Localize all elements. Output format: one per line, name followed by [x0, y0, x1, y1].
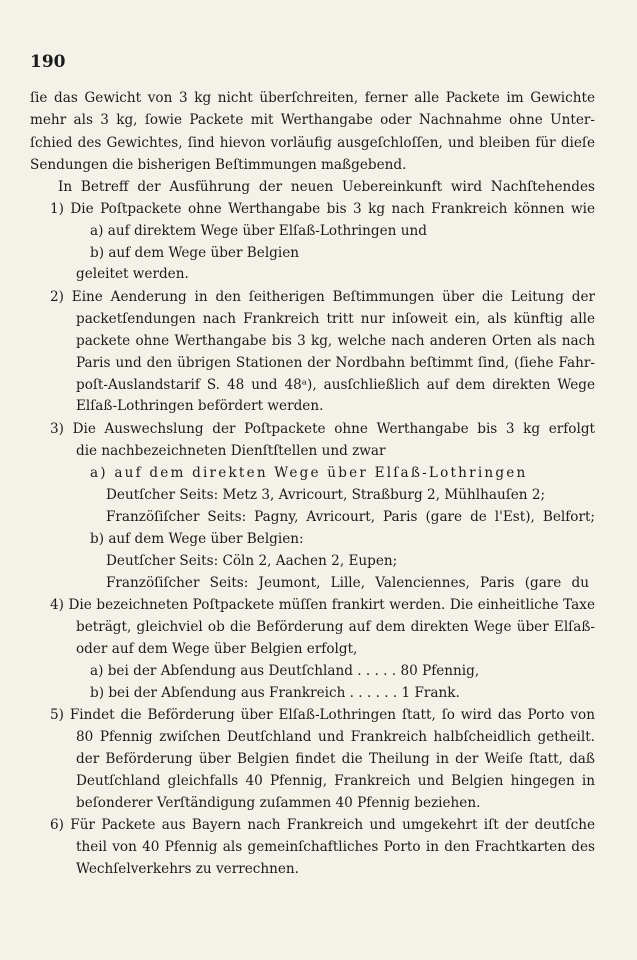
text-line: b) auf dem Wege über Belgien: [90, 531, 304, 547]
text-line: der Beförderung über Belgien findet die Theilung in der Weiſe ſtatt, daß [76, 751, 595, 767]
text-line: 80 Pfennig zwiſchen Deutſchland und Frankreich halbſcheidlich getheilt. [76, 729, 595, 745]
text-line: Deutſcher Seits: Cöln 2, Aachen 2, Eupen; [106, 553, 398, 569]
text-line: beträgt, gleichviel ob die Beförderung auf dem direkten Wege über Elſaß- [76, 619, 595, 635]
text-line: Franzöſiſcher Seits: Pagny, Avricourt, Paris (gare de l'Est), Belfort; [106, 509, 595, 525]
text-line: Wechſelverkehrs zu verrechnen. [76, 861, 300, 877]
text-line: 1) Die Poſtpackete ohne Werthangabe bis 3 kg nach Frankreich können wie [50, 201, 595, 217]
text-line: b) bei der Abſendung aus Frankreich . . . . . . 1 Frank. [90, 685, 460, 701]
text-line: a) bei der Abſendung aus Deutſchland . . . . . 80 Pfennig, [90, 663, 480, 679]
text-line: ſchied des Gewichtes, ſind hievon vorläufig ausgeſchloſſen, und bleiben für dieſe [30, 135, 595, 151]
text-line: beſonderer Verſtändigung zuſammen 40 Pfennig beziehen. [76, 795, 481, 811]
text-line: theil von 40 Pfennig als gemeinſchaftliches Porto in den Frachtkarten des [76, 839, 595, 855]
text-line: Deutſcher Seits: Metz 3, Avricourt, Straßburg 2, Mühlhauſen 2; [106, 487, 546, 503]
text-line: 2) Eine Aenderung in den ſeitherigen Beſtimmungen über die Leitung der [50, 289, 595, 305]
page-number: 190 [30, 52, 66, 72]
text-line: Franzöſiſcher Seits: Jeumont, Lille, Valenciennes, Paris (gare du [106, 575, 589, 591]
text-line: Sendungen die bisherigen Beſtimmungen maßgebend. [30, 157, 407, 173]
text-line: b) auf dem Wege über Belgien [90, 245, 300, 261]
text-line: ſie das Gewicht von 3 kg nicht überſchreiten, ferner alle Packete im Gewichte [30, 90, 595, 106]
text-line: Deutſchland gleichfalls 40 Pfennig, Frankreich und Belgien hingegen in [76, 773, 595, 789]
text-line: packete ohne Werthangabe bis 3 kg, welche nach anderen Orten als nach [76, 333, 595, 349]
text-line: oder auf dem Wege über Belgien erfolgt, [76, 641, 358, 657]
text-line: packetſendungen nach Frankreich tritt nur inſoweit ein, als künftig alle [76, 311, 595, 327]
text-line: In Betreff der Ausführung der neuen Uebereinkunft wird Nachſtehendes [58, 179, 595, 195]
text-line: Elſaß-Lothringen befördert werden. [76, 398, 324, 414]
text-line: Paris und den übrigen Stationen der Nordbahn beſtimmt ſind, (ſiehe Fahr- [76, 355, 595, 371]
text-line: mehr als 3 kg, ſowie Packete mit Werthangabe oder Nachnahme ohne Unter- [30, 112, 595, 128]
text-line: poſt-Auslandstarif S. 48 und 48ᵃ), ausſchließlich auf dem direkten Wege [76, 377, 595, 393]
text-line: die nachbezeichneten Dienſtſtellen und zwar [76, 443, 386, 459]
text-line: a) auf direktem Wege über Elſaß-Lothringen und [90, 223, 427, 239]
text-line: 6) Für Packete aus Bayern nach Frankreich und umgekehrt iſt der deutſche [50, 817, 595, 833]
text-line: 5) Findet die Beförderung über Elſaß-Lothringen ſtatt, ſo wird das Porto von [50, 707, 595, 723]
text-line: 4) Die bezeichneten Poſtpackete müſſen frankirt werden. Die einheitliche Taxe [50, 597, 595, 613]
text-line: geleitet werden. [76, 266, 189, 282]
text-line: a) auf dem direkten Wege über Elſaß-Lothringen [90, 465, 528, 481]
text-line: 3) Die Auswechslung der Poſtpackete ohne Werthangabe bis 3 kg erfolgt [50, 421, 595, 437]
